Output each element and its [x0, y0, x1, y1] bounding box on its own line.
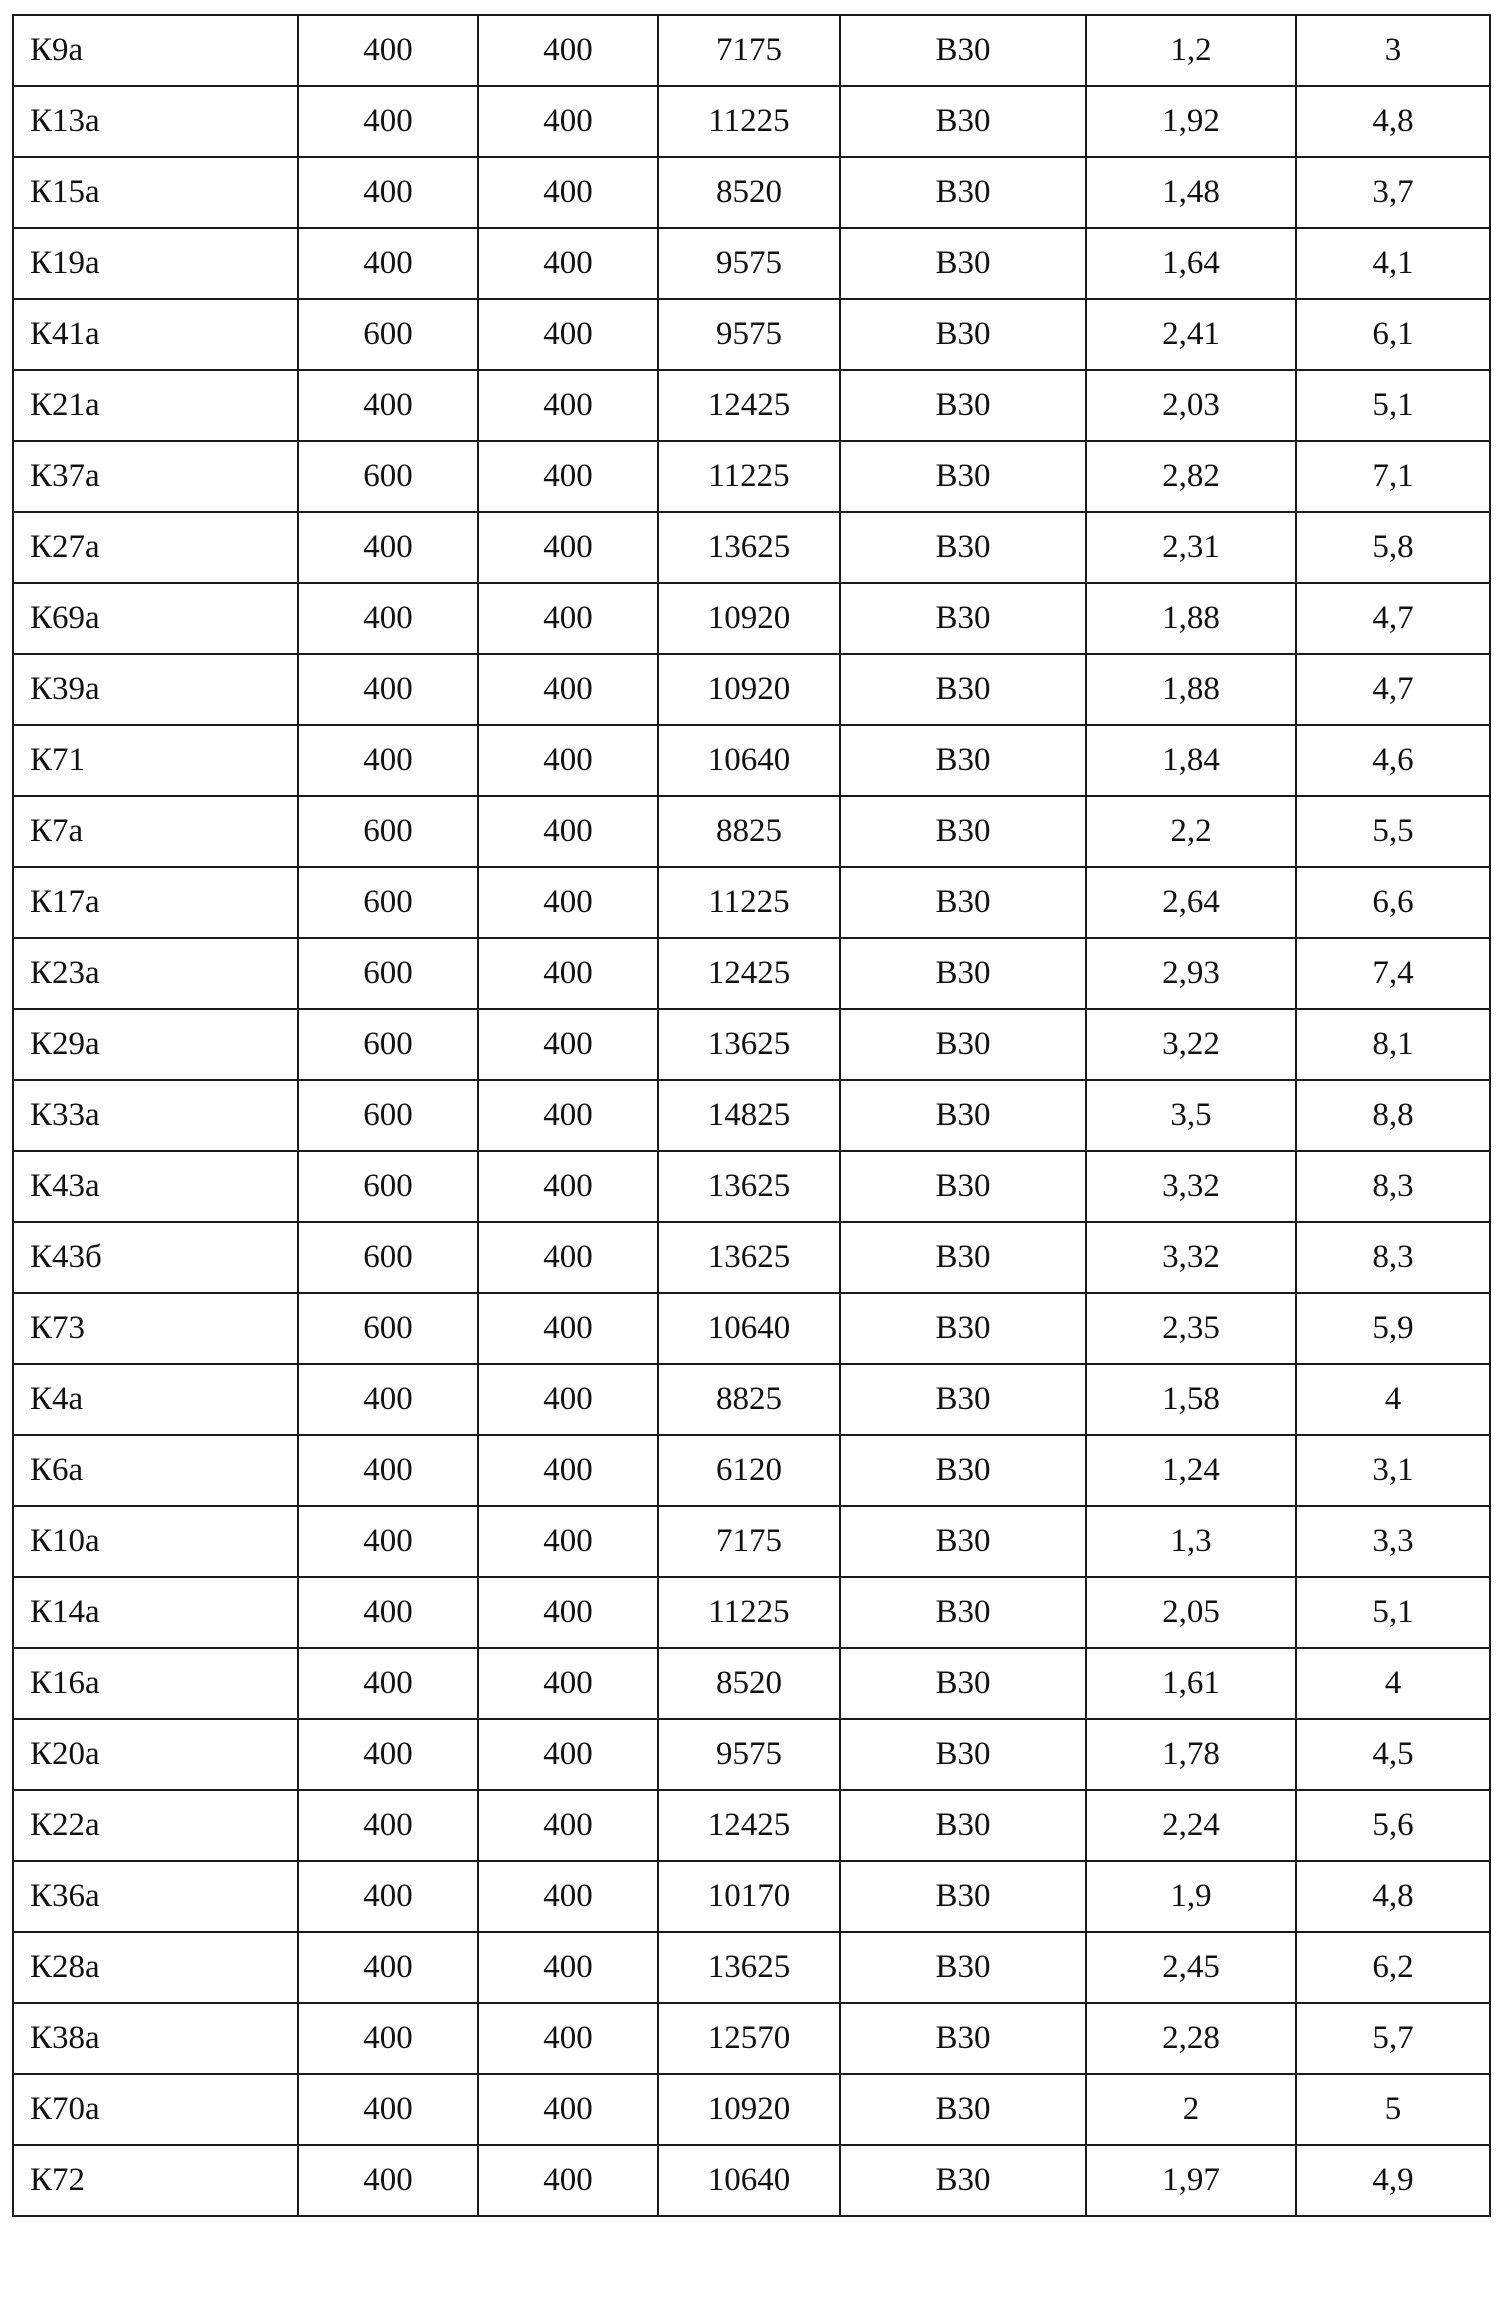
cell-dimension-b: 400: [298, 1932, 478, 2003]
table-row: [13, 583, 1490, 654]
cell-value-1: 1,78: [1086, 1719, 1296, 1790]
cell-value-2: 4,7: [1296, 654, 1490, 725]
cell-height: 11225: [658, 86, 840, 157]
cell-dimension-b: 400: [298, 228, 478, 299]
cell-value-2: 4,9: [1296, 2145, 1490, 2216]
cell-dimension-h: 400: [478, 654, 658, 725]
cell-dimension-b: 400: [298, 15, 478, 86]
cell-height: 13625: [658, 1009, 840, 1080]
cell-dimension-h: 400: [478, 1861, 658, 1932]
cell-dimension-h: 400: [478, 867, 658, 938]
cell-value-2: 5,8: [1296, 512, 1490, 583]
cell-dimension-h: 400: [478, 1506, 658, 1577]
cell-dimension-h: 400: [478, 86, 658, 157]
cell-height: 12425: [658, 1790, 840, 1861]
cell-element-mark: К21а: [13, 370, 298, 441]
cell-value-1: 1,48: [1086, 157, 1296, 228]
cell-value-2: 5,5: [1296, 796, 1490, 867]
cell-dimension-h: 400: [478, 15, 658, 86]
cell-value-2: 6,6: [1296, 867, 1490, 938]
cell-concrete-class: В30: [840, 1577, 1086, 1648]
cell-concrete-class: В30: [840, 1080, 1086, 1151]
table-row: [13, 2145, 1490, 2216]
cell-element-mark: К36а: [13, 1861, 298, 1932]
cell-dimension-b: 600: [298, 796, 478, 867]
cell-concrete-class: В30: [840, 441, 1086, 512]
cell-value-1: 1,61: [1086, 1648, 1296, 1719]
cell-dimension-b: 400: [298, 1648, 478, 1719]
table-row: [13, 1648, 1490, 1719]
cell-value-1: 2,45: [1086, 1932, 1296, 2003]
cell-value-2: 5,6: [1296, 1790, 1490, 1861]
table-row: [13, 1222, 1490, 1293]
table-row: [13, 1435, 1490, 1506]
cell-concrete-class: В30: [840, 1648, 1086, 1719]
cell-dimension-b: 600: [298, 1151, 478, 1222]
cell-dimension-b: 400: [298, 1364, 478, 1435]
table-row: [13, 299, 1490, 370]
cell-height: 11225: [658, 1577, 840, 1648]
cell-dimension-h: 400: [478, 157, 658, 228]
cell-element-mark: К41а: [13, 299, 298, 370]
table-row: [13, 938, 1490, 1009]
table-row: [13, 157, 1490, 228]
cell-value-1: 2,31: [1086, 512, 1296, 583]
table-row: [13, 2074, 1490, 2145]
cell-height: 10640: [658, 1293, 840, 1364]
cell-element-mark: К39а: [13, 654, 298, 725]
cell-element-mark: К23а: [13, 938, 298, 1009]
cell-dimension-h: 400: [478, 1080, 658, 1151]
table-row: [13, 1293, 1490, 1364]
cell-dimension-h: 400: [478, 725, 658, 796]
cell-value-2: 3,1: [1296, 1435, 1490, 1506]
cell-dimension-h: 400: [478, 1293, 658, 1364]
cell-height: 13625: [658, 1932, 840, 2003]
cell-value-1: 2,82: [1086, 441, 1296, 512]
cell-concrete-class: В30: [840, 1435, 1086, 1506]
cell-dimension-b: 400: [298, 654, 478, 725]
cell-dimension-b: 400: [298, 725, 478, 796]
cell-dimension-b: 600: [298, 1080, 478, 1151]
cell-dimension-b: 600: [298, 441, 478, 512]
cell-element-mark: К29а: [13, 1009, 298, 1080]
cell-concrete-class: В30: [840, 2074, 1086, 2145]
cell-value-2: 7,4: [1296, 938, 1490, 1009]
cell-height: 8825: [658, 1364, 840, 1435]
cell-dimension-b: 400: [298, 157, 478, 228]
cell-element-mark: К28а: [13, 1932, 298, 2003]
table-row: [13, 86, 1490, 157]
cell-dimension-b: 400: [298, 2003, 478, 2074]
cell-height: 10640: [658, 2145, 840, 2216]
cell-value-1: 2,41: [1086, 299, 1296, 370]
cell-height: 13625: [658, 1222, 840, 1293]
cell-element-mark: К71: [13, 725, 298, 796]
table-row: [13, 228, 1490, 299]
cell-dimension-b: 400: [298, 2145, 478, 2216]
cell-value-2: 4,7: [1296, 583, 1490, 654]
cell-value-1: 1,24: [1086, 1435, 1296, 1506]
cell-concrete-class: В30: [840, 796, 1086, 867]
cell-dimension-b: 600: [298, 1222, 478, 1293]
cell-concrete-class: В30: [840, 228, 1086, 299]
cell-height: 14825: [658, 1080, 840, 1151]
cell-height: 6120: [658, 1435, 840, 1506]
cell-concrete-class: В30: [840, 1364, 1086, 1435]
cell-dimension-b: 400: [298, 512, 478, 583]
cell-value-1: 2,64: [1086, 867, 1296, 938]
cell-concrete-class: В30: [840, 1151, 1086, 1222]
cell-concrete-class: В30: [840, 1009, 1086, 1080]
cell-value-1: 2,2: [1086, 796, 1296, 867]
cell-dimension-h: 400: [478, 512, 658, 583]
cell-element-mark: К14а: [13, 1577, 298, 1648]
cell-dimension-h: 400: [478, 1009, 658, 1080]
cell-height: 12425: [658, 370, 840, 441]
cell-value-1: 2,93: [1086, 938, 1296, 1009]
cell-concrete-class: В30: [840, 867, 1086, 938]
cell-value-2: 5: [1296, 2074, 1490, 2145]
cell-concrete-class: В30: [840, 86, 1086, 157]
table-row: [13, 1861, 1490, 1932]
cell-dimension-h: 400: [478, 1364, 658, 1435]
cell-value-1: 2,24: [1086, 1790, 1296, 1861]
cell-concrete-class: В30: [840, 1222, 1086, 1293]
cell-dimension-b: 400: [298, 86, 478, 157]
cell-value-2: 8,1: [1296, 1009, 1490, 1080]
table-row: [13, 796, 1490, 867]
cell-element-mark: К20а: [13, 1719, 298, 1790]
cell-concrete-class: В30: [840, 938, 1086, 1009]
table-row: [13, 1506, 1490, 1577]
cell-element-mark: К27а: [13, 512, 298, 583]
cell-dimension-b: 600: [298, 1009, 478, 1080]
table-row: [13, 1080, 1490, 1151]
cell-dimension-b: 600: [298, 1293, 478, 1364]
cell-height: 8825: [658, 796, 840, 867]
cell-dimension-b: 400: [298, 1861, 478, 1932]
cell-value-2: 3,7: [1296, 157, 1490, 228]
cell-dimension-b: 400: [298, 1435, 478, 1506]
cell-concrete-class: В30: [840, 370, 1086, 441]
cell-element-mark: К33а: [13, 1080, 298, 1151]
table-row: [13, 1719, 1490, 1790]
cell-height: 10640: [658, 725, 840, 796]
cell-value-1: 1,88: [1086, 654, 1296, 725]
cell-element-mark: К10а: [13, 1506, 298, 1577]
cell-height: 7175: [658, 15, 840, 86]
cell-element-mark: К6а: [13, 1435, 298, 1506]
cell-dimension-h: 400: [478, 1435, 658, 1506]
cell-dimension-b: 400: [298, 2074, 478, 2145]
cell-dimension-h: 400: [478, 228, 658, 299]
cell-element-mark: К69а: [13, 583, 298, 654]
cell-element-mark: К16а: [13, 1648, 298, 1719]
cell-value-1: 1,58: [1086, 1364, 1296, 1435]
table-row: [13, 1577, 1490, 1648]
cell-concrete-class: В30: [840, 725, 1086, 796]
cell-height: 12570: [658, 2003, 840, 2074]
cell-value-2: 7,1: [1296, 441, 1490, 512]
cell-element-mark: К43б: [13, 1222, 298, 1293]
cell-value-2: 8,3: [1296, 1222, 1490, 1293]
cell-value-2: 4,1: [1296, 228, 1490, 299]
cell-value-1: 2,03: [1086, 370, 1296, 441]
cell-dimension-b: 600: [298, 867, 478, 938]
table-row: [13, 512, 1490, 583]
cell-dimension-h: 400: [478, 370, 658, 441]
cell-concrete-class: В30: [840, 1719, 1086, 1790]
cell-height: 11225: [658, 867, 840, 938]
cell-concrete-class: В30: [840, 1861, 1086, 1932]
table-row: [13, 1151, 1490, 1222]
cell-value-2: 8,3: [1296, 1151, 1490, 1222]
cell-dimension-b: 400: [298, 583, 478, 654]
cell-concrete-class: В30: [840, 15, 1086, 86]
cell-height: 9575: [658, 299, 840, 370]
cell-value-1: 2,05: [1086, 1577, 1296, 1648]
cell-element-mark: К9а: [13, 15, 298, 86]
cell-value-2: 6,2: [1296, 1932, 1490, 2003]
cell-value-1: 1,2: [1086, 15, 1296, 86]
column-data-table: [12, 14, 1491, 2217]
cell-value-1: 1,97: [1086, 2145, 1296, 2216]
cell-element-mark: К37а: [13, 441, 298, 512]
cell-value-1: 3,5: [1086, 1080, 1296, 1151]
cell-value-1: 1,88: [1086, 583, 1296, 654]
column-data-table-container: [12, 14, 1489, 2217]
cell-concrete-class: В30: [840, 299, 1086, 370]
cell-dimension-h: 400: [478, 938, 658, 1009]
cell-dimension-b: 600: [298, 938, 478, 1009]
table-row: [13, 15, 1490, 86]
cell-dimension-h: 400: [478, 2003, 658, 2074]
cell-dimension-h: 400: [478, 2074, 658, 2145]
cell-element-mark: К4а: [13, 1364, 298, 1435]
cell-value-1: 3,32: [1086, 1222, 1296, 1293]
cell-dimension-h: 400: [478, 1790, 658, 1861]
cell-value-2: 4,6: [1296, 725, 1490, 796]
cell-height: 7175: [658, 1506, 840, 1577]
cell-height: 10920: [658, 583, 840, 654]
cell-element-mark: К38а: [13, 2003, 298, 2074]
cell-value-2: 5,7: [1296, 2003, 1490, 2074]
cell-value-1: 2: [1086, 2074, 1296, 2145]
cell-concrete-class: В30: [840, 1790, 1086, 1861]
cell-concrete-class: В30: [840, 583, 1086, 654]
cell-dimension-h: 400: [478, 796, 658, 867]
cell-dimension-h: 400: [478, 299, 658, 370]
cell-value-2: 6,1: [1296, 299, 1490, 370]
cell-height: 13625: [658, 1151, 840, 1222]
cell-dimension-b: 400: [298, 1719, 478, 1790]
cell-value-2: 4: [1296, 1648, 1490, 1719]
cell-dimension-b: 400: [298, 1506, 478, 1577]
cell-concrete-class: В30: [840, 512, 1086, 583]
cell-dimension-b: 400: [298, 1577, 478, 1648]
cell-element-mark: К43а: [13, 1151, 298, 1222]
cell-value-1: 1,84: [1086, 725, 1296, 796]
cell-value-2: 4,8: [1296, 1861, 1490, 1932]
cell-height: 13625: [658, 512, 840, 583]
table-row: [13, 1932, 1490, 2003]
cell-concrete-class: В30: [840, 2145, 1086, 2216]
cell-dimension-h: 400: [478, 1648, 658, 1719]
cell-dimension-h: 400: [478, 1151, 658, 1222]
table-row: [13, 2003, 1490, 2074]
cell-value-1: 3,32: [1086, 1151, 1296, 1222]
cell-value-2: 4,5: [1296, 1719, 1490, 1790]
cell-element-mark: К70а: [13, 2074, 298, 2145]
cell-value-1: 2,35: [1086, 1293, 1296, 1364]
table-row: [13, 867, 1490, 938]
table-row: [13, 725, 1490, 796]
cell-height: 10920: [658, 654, 840, 725]
cell-value-2: 8,8: [1296, 1080, 1490, 1151]
cell-value-1: 1,9: [1086, 1861, 1296, 1932]
cell-element-mark: К73: [13, 1293, 298, 1364]
cell-dimension-h: 400: [478, 583, 658, 654]
table-row: [13, 1790, 1490, 1861]
cell-dimension-b: 400: [298, 370, 478, 441]
cell-element-mark: К22а: [13, 1790, 298, 1861]
table-row: [13, 370, 1490, 441]
cell-value-2: 3: [1296, 15, 1490, 86]
cell-height: 8520: [658, 157, 840, 228]
cell-height: 12425: [658, 938, 840, 1009]
cell-concrete-class: В30: [840, 157, 1086, 228]
cell-element-mark: К7а: [13, 796, 298, 867]
cell-concrete-class: В30: [840, 1932, 1086, 2003]
cell-value-2: 5,9: [1296, 1293, 1490, 1364]
cell-dimension-h: 400: [478, 441, 658, 512]
cell-height: 11225: [658, 441, 840, 512]
table-row: [13, 441, 1490, 512]
cell-height: 8520: [658, 1648, 840, 1719]
table-body: [13, 15, 1490, 2216]
cell-concrete-class: В30: [840, 2003, 1086, 2074]
cell-value-2: 5,1: [1296, 370, 1490, 441]
cell-dimension-h: 400: [478, 1222, 658, 1293]
cell-concrete-class: В30: [840, 654, 1086, 725]
cell-element-mark: К13а: [13, 86, 298, 157]
cell-value-2: 3,3: [1296, 1506, 1490, 1577]
cell-value-2: 4: [1296, 1364, 1490, 1435]
cell-value-2: 5,1: [1296, 1577, 1490, 1648]
cell-value-2: 4,8: [1296, 86, 1490, 157]
cell-element-mark: К19а: [13, 228, 298, 299]
cell-value-1: 3,22: [1086, 1009, 1296, 1080]
table-row: [13, 1009, 1490, 1080]
cell-height: 10170: [658, 1861, 840, 1932]
cell-dimension-h: 400: [478, 1719, 658, 1790]
cell-dimension-h: 400: [478, 1577, 658, 1648]
cell-concrete-class: В30: [840, 1506, 1086, 1577]
cell-value-1: 2,28: [1086, 2003, 1296, 2074]
cell-height: 9575: [658, 1719, 840, 1790]
cell-value-1: 1,3: [1086, 1506, 1296, 1577]
cell-dimension-b: 400: [298, 1790, 478, 1861]
cell-concrete-class: В30: [840, 1293, 1086, 1364]
table-row: [13, 1364, 1490, 1435]
cell-element-mark: К17а: [13, 867, 298, 938]
cell-dimension-h: 400: [478, 2145, 658, 2216]
cell-dimension-h: 400: [478, 1932, 658, 2003]
cell-element-mark: К72: [13, 2145, 298, 2216]
cell-value-1: 1,64: [1086, 228, 1296, 299]
table-row: [13, 654, 1490, 725]
cell-height: 9575: [658, 228, 840, 299]
cell-dimension-b: 600: [298, 299, 478, 370]
cell-element-mark: К15а: [13, 157, 298, 228]
cell-value-1: 1,92: [1086, 86, 1296, 157]
cell-height: 10920: [658, 2074, 840, 2145]
